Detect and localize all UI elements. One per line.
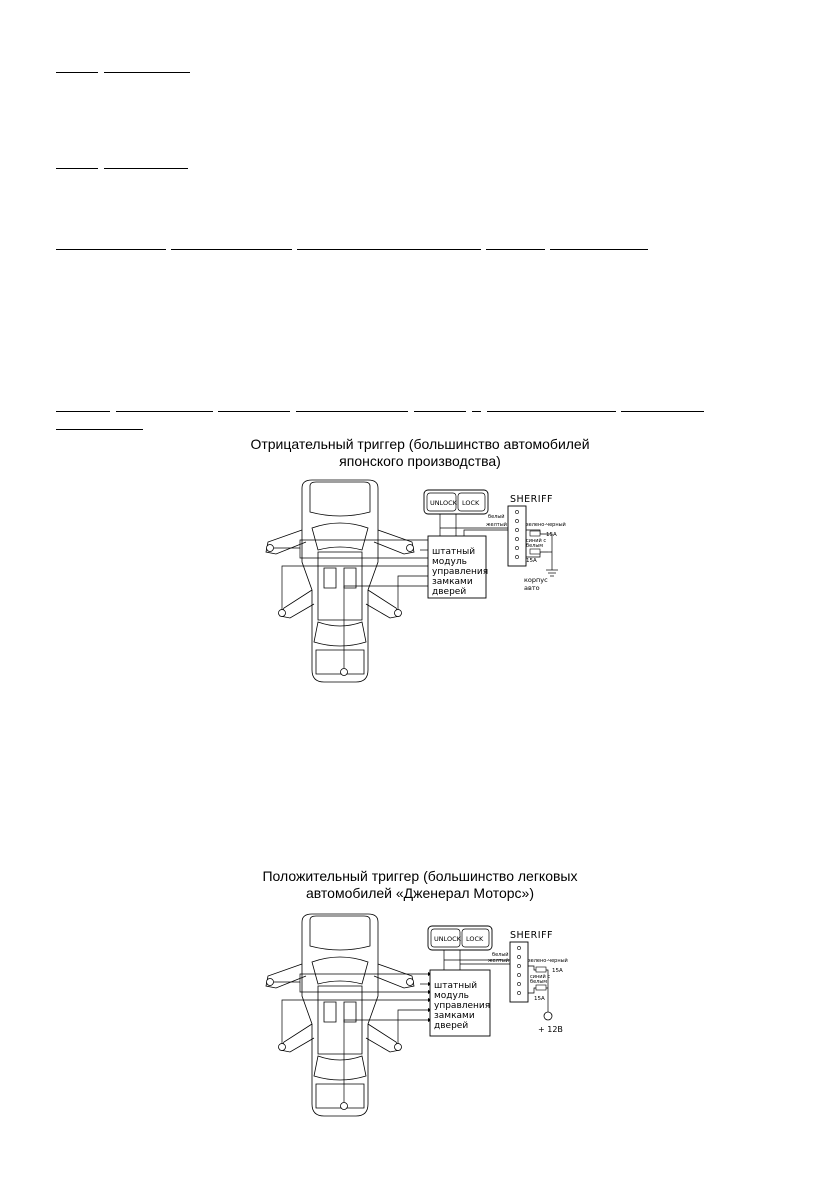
underline-placeholder-12 (218, 411, 290, 412)
underline-placeholder-5 (56, 249, 166, 250)
diagram-1-wire-green-black: зелено-черный (526, 522, 566, 528)
diagram-2-caption-line-2: автомобилей «Дженерал Моторс») (305, 885, 534, 901)
diagram-1-fuse-1: 15A (546, 532, 557, 538)
underline-placeholder-9 (550, 249, 648, 250)
underline-placeholder-13 (296, 411, 408, 412)
underline-placeholder-6 (171, 249, 292, 250)
diagram-1-module-line-4: замками (432, 577, 473, 587)
diagram-2-module-line-1: штатный (434, 981, 478, 991)
underline-placeholder-16 (487, 411, 616, 412)
underline-placeholder-10 (56, 411, 110, 412)
diagram-2-module-line-5: дверей (434, 1021, 469, 1031)
underline-placeholder-17 (621, 411, 704, 412)
diagram-1-module-line-3: управления (432, 567, 489, 577)
underline-placeholder-14 (414, 411, 466, 412)
underline-placeholder-11 (116, 411, 213, 412)
diagram-2-positive-trigger (0, 904, 840, 1144)
diagram-2-caption (0, 868, 840, 902)
diagram-1-wire-white: белый (488, 514, 505, 520)
underline-placeholder-18 (56, 429, 143, 430)
diagram-1-sheriff-brand: SHERIFF (510, 494, 554, 505)
diagram-2-wire-blue-white-2: белым (530, 979, 548, 985)
diagram-1-module-line-2: модуль (432, 557, 467, 567)
diagram-2-sheriff-brand: SHERIFF (510, 930, 554, 941)
diagram-2-wire-blue-white-1: синий с (530, 974, 551, 980)
diagram-2-unlock-button: UNLOCK (434, 935, 461, 943)
diagram-2-caption-line-1: Положительный триггер (большинство легковых (262, 868, 578, 884)
diagram-2-lock-button: LOCK (466, 935, 484, 943)
diagram-1-wire-blue-white-2: белым (526, 543, 544, 549)
diagram-2-wire-white: белый (492, 952, 509, 958)
diagram-2-module-line-4: замками (434, 1011, 475, 1021)
diagram-2-plus-12v-label: + 12В (538, 1025, 563, 1034)
underline-placeholder-4 (104, 168, 188, 169)
diagram-1-fuse-2: 15A (526, 558, 537, 564)
diagram-1-negative-trigger (0, 470, 840, 710)
underline-placeholder-15 (472, 411, 481, 412)
diagram-1-unlock-button: UNLOCK (430, 499, 457, 507)
diagram-1-caption (0, 436, 840, 470)
underline-placeholder-7 (297, 249, 481, 250)
underline-placeholder-1 (56, 72, 98, 73)
underline-placeholder-3 (56, 168, 98, 169)
diagram-2-fuse-2: 15A (534, 996, 545, 1002)
diagram-1-ground-label-1: корпус (524, 576, 548, 584)
diagram-2-wire-yellow: желтый (488, 958, 509, 964)
diagram-1-caption-line-2: японского производства) (339, 453, 501, 469)
diagram-2-module-line-2: модуль (434, 991, 469, 1001)
diagram-1-wire-yellow: желтый (486, 522, 507, 528)
diagram-2-wire-green-black: зелено-черный (528, 958, 568, 964)
diagram-1-caption-line-1: Отрицательный триггер (большинство автомобилей (250, 436, 590, 452)
diagram-1-wire-blue-white-1: синий с (526, 538, 547, 544)
diagram-2-fuse-1: 15A (552, 968, 563, 974)
underline-placeholder-2 (104, 72, 190, 73)
diagram-1-module-line-1: штатный (432, 547, 476, 557)
underline-placeholder-8 (486, 249, 545, 250)
diagram-1-lock-button: LOCK (462, 499, 480, 507)
diagram-1-ground-label-2: авто (524, 584, 540, 592)
diagram-1-module-line-5: дверей (432, 587, 467, 597)
diagram-2-module-line-3: управления (434, 1001, 491, 1011)
